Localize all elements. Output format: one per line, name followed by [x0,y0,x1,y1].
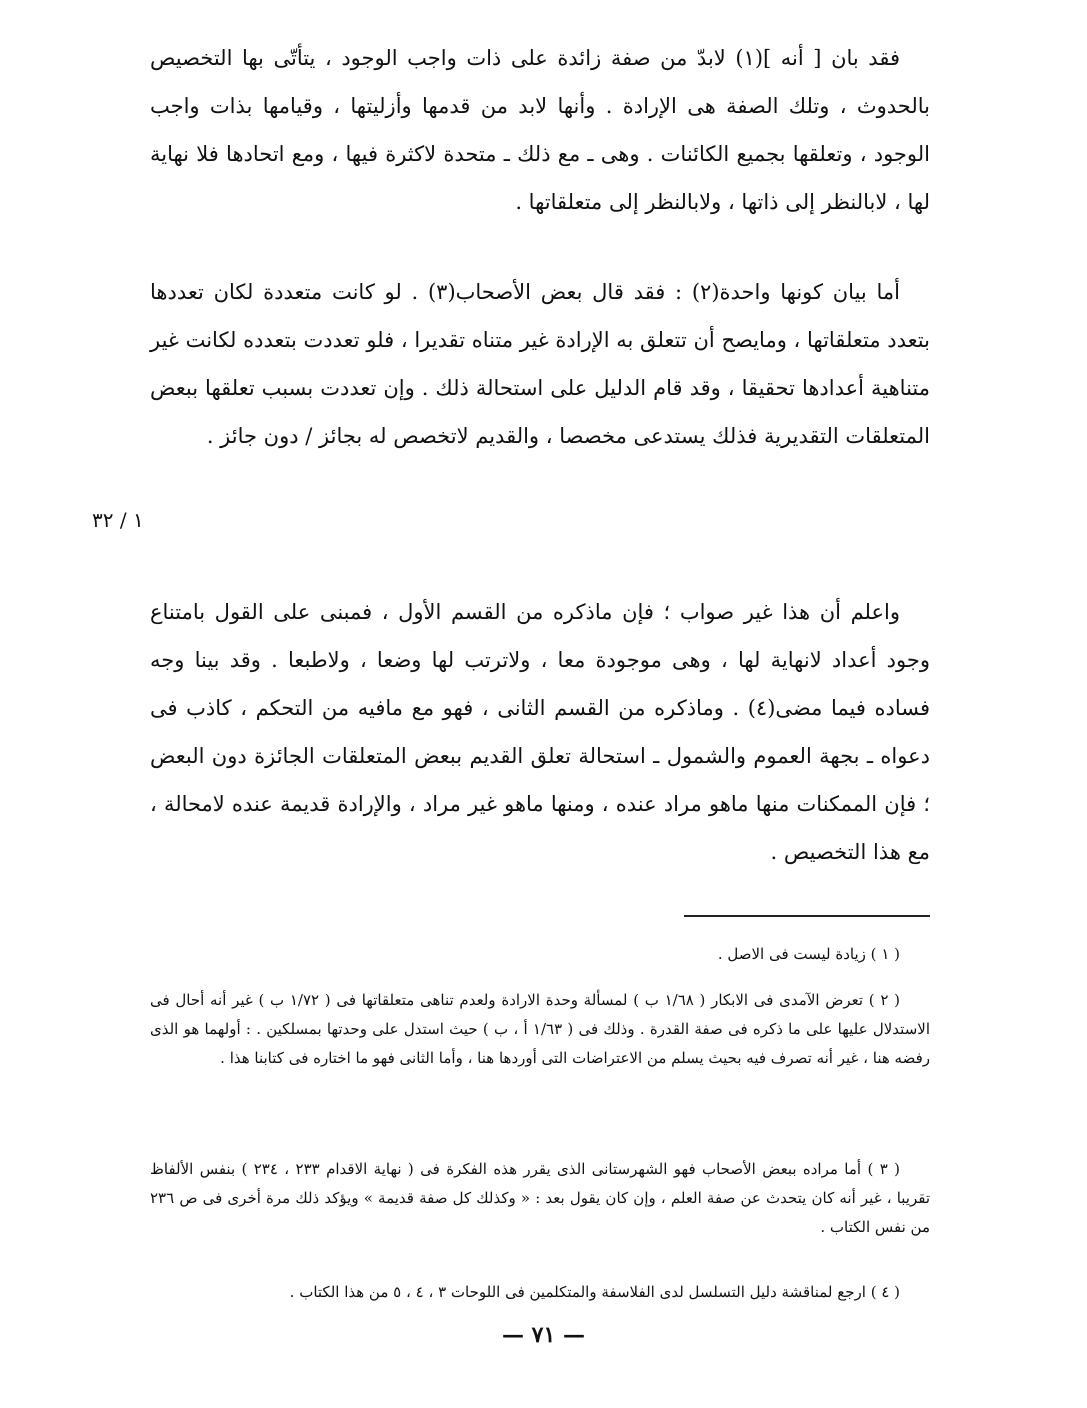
footnote-1 [150,940,930,969]
footnote-2-text: ( ٢ ) تعرض الآمدى فى الابكار ( ١/٦٨ ب ) لمسألة وحدة الارادة ولعدم تناهى متعلقاتها فى ( ١/٧٢ ب ) غير أنه أحال فى الاستدلال عليها على ما ذكره فى صفة القدرة . وذلك فى ( ١/٦٣ أ ، ب ) حيث استدل على وحدتها بمسلكين . : أولهما هو الذى رفضه هنا ، غير أنه تصرف فيه بحيث يسلم من الاعتراضات التى أوردها هنا ، وأما الثانى فهو ما اختاره فى كتابنا هذا . [150,991,930,1067]
footnote-separator [684,915,930,917]
footnote-1-text: ( ١ ) زيادة ليست فى الاصل . [717,945,900,963]
paragraph-1 [150,34,930,226]
paragraph-2 [150,268,930,460]
footnote-4-text: ( ٤ ) ارجع لمناقشة دليل التسلسل لدى الفلاسفة والمتكلمين فى اللوحات ٣ ، ٤ ، ٥ من هذا الكتاب . [289,1283,900,1301]
paragraph-1-text: فقد بان [ أنه ](١) لابدّ من صفة زائدة على ذات واجب الوجود ، يتأتّى بها التخصيص بالحدوث ، وتلك الصفة هى الإرادة . وأنها لابد من قدمها وأزليتها ، وقيامها بذات واجب الوجود ، وتعلقها بجميع الكائنات . وهى ـ مع ذلك ـ متحدة لاكثرة فيها ، ومع اتحادها فلا نهاية لها ، لابالنظر إلى ذاتها ، ولابالنظر إلى متعلقاتها . [150,46,930,214]
paragraph-2-text: أما بيان كونها واحدة(٢) : فقد قال بعض الأصحاب(٣) . لو كانت متعددة لكان تعددها بتعدد متعلقاتها ، ومايصح أن تتعلق به الإرادة غير متناه تقديرا ، فلو تعددت بتعدده لكانت غير متناهية أعدادها تحقيقا ، وقد قام الدليل على استحالة ذلك . وإن تعددت بسبب تعلقها ببعض المتعلقات التقديرية فذلك يستدعى مخصصا ، والقديم لاتخصص له بجائز / دون جائز . [150,280,930,448]
paragraph-3-text: واعلم أن هذا غير صواب ؛ فإن ماذكره من القسم الأول ، فمبنى على القول بامتناع وجود أعداد لانهاية لها ، وهى موجودة معا ، ولاترتب لها وضعا ، ولاطبعا . وقد بينا وجه فساده فيما مضى(٤) . وماذكره من القسم الثانى ، فهو مع مافيه من التحكم ، كاذب فى دعواه ـ بجهة العموم والشمول ـ استحالة تعلق القديم ببعض المتعلقات الجائزة دون البعض ؛ فإن الممكنات منها ماهو مراد عنده ، ومنها ماهو غير مراد ، والإرادة قديمة عنده لامحالة ، مع هذا التخصيص . [150,600,930,864]
footnote-4 [150,1278,930,1307]
page-number: — ٧١ — [502,1322,585,1348]
footnote-2 [150,986,930,1073]
margin-folio-reference: ١ / ٣٢ [92,508,144,532]
footnote-3 [150,1155,930,1242]
footnote-3-text: ( ٣ ) أما مراده ببعض الأصحاب فهو الشهرستانى الذى يقرر هذه الفكرة فى ( نهاية الاقدام ٢٣٣ ، ٢٣٤ ) بنفس الألفاظ تقريبا ، غير أنه كان يتحدث عن صفة العلم ، وإن كان يقول بعد : « وكذلك كل صفة قديمة » ويؤكد ذلك مرة أخرى فى ص ٢٣٦ من نفس الكتاب . [150,1160,930,1236]
paragraph-3 [150,588,930,876]
